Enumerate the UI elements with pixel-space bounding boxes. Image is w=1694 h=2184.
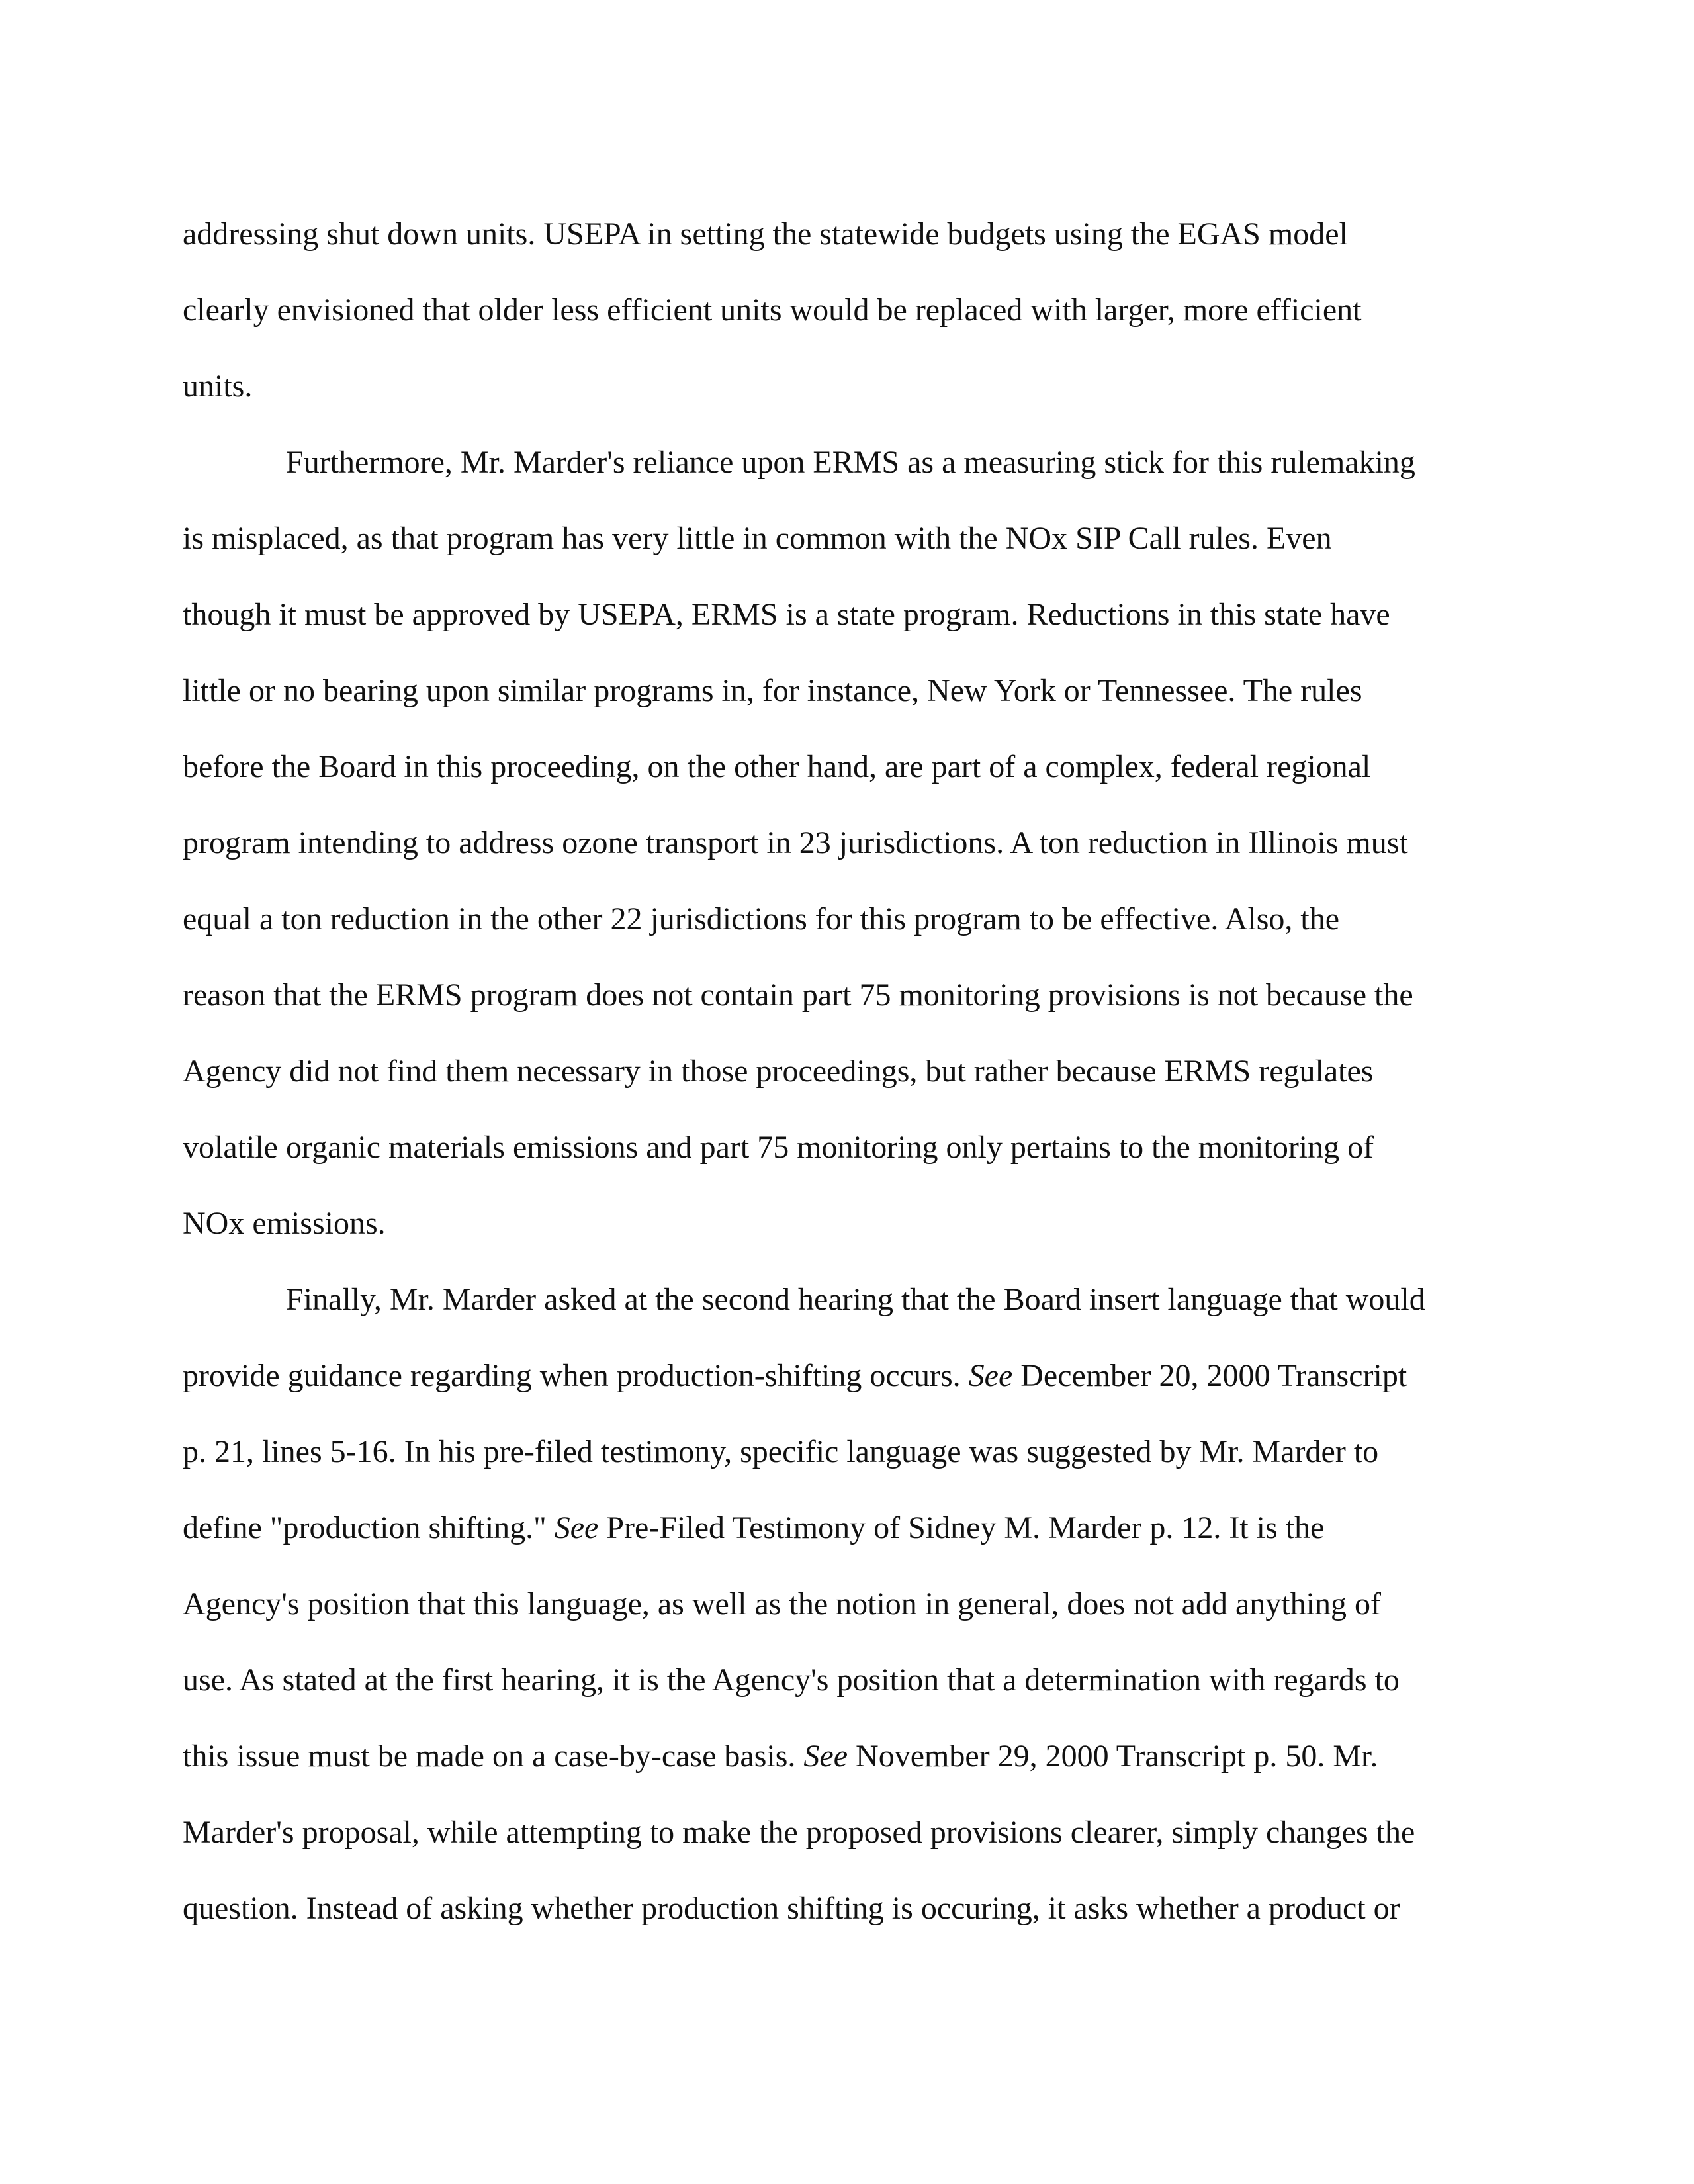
paragraph-erms-reliance — [183, 424, 1506, 1261]
text-line: addressing shut down units. USEPA in setting the statewide budgets using the EGAS model — [183, 216, 1348, 251]
citation-signal: See — [803, 1739, 848, 1774]
text-segment: provide guidance regarding when production-shifting occurs. — [183, 1358, 969, 1393]
text-line: NOx emissions. — [183, 1206, 386, 1241]
text-line: little or no bearing upon similar programs in, for instance, New York or Tennessee. The rules — [183, 673, 1362, 708]
text-line — [183, 1718, 1506, 1794]
text-segment: November 29, 2000 Transcript p. 50. Mr. — [848, 1739, 1378, 1774]
text-line: Agency's position that this language, as well as the notion in general, does not add anything of — [183, 1586, 1381, 1621]
text-line — [183, 1490, 1506, 1566]
text-line — [183, 1338, 1506, 1414]
text-line: use. As stated at the first hearing, it is the Agency's position that a determination with regards to — [183, 1662, 1400, 1698]
text-segment: December 20, 2000 Transcript — [1012, 1358, 1407, 1393]
text-line: Agency did not find them necessary in those proceedings, but rather because ERMS regulates — [183, 1054, 1374, 1089]
document-body — [183, 196, 1506, 1946]
text-line: clearly envisioned that older less efficient units would be replaced with larger, more efficient — [183, 293, 1362, 328]
text-line: p. 21, lines 5-16. In his pre-filed testimony, specific language was suggested by Mr. Marder to — [183, 1434, 1379, 1469]
text-line: units. — [183, 369, 253, 404]
text-segment: this issue must be made on a case-by-case basis. — [183, 1739, 804, 1774]
text-line: program intending to address ozone transport in 23 jurisdictions. A ton reduction in Illinois must — [183, 825, 1408, 860]
text-segment: define "production shifting." — [183, 1510, 555, 1545]
text-line: Marder's proposal, while attempting to make the proposed provisions clearer, simply changes the — [183, 1815, 1415, 1850]
text-line: equal a ton reduction in the other 22 jurisdictions for this program to be effective. Also, the — [183, 901, 1340, 936]
text-line: volatile organic materials emissions and part 75 monitoring only pertains to the monitoring of — [183, 1130, 1374, 1165]
paragraph-shut-down-units — [183, 196, 1506, 424]
citation-signal: See — [968, 1358, 1013, 1393]
text-line: reason that the ERMS program does not contain part 75 monitoring provisions is not because the — [183, 978, 1413, 1013]
text-line: Finally, Mr. Marder asked at the second hearing that the Board insert language that would — [286, 1282, 1425, 1317]
text-segment: Pre-Filed Testimony of Sidney M. Marder p. 12. It is the — [598, 1510, 1325, 1545]
text-line: question. Instead of asking whether production shifting is occuring, it asks whether a product or — [183, 1891, 1400, 1926]
text-line: is misplaced, as that program has very little in common with the NOx SIP Call rules. Even — [183, 521, 1332, 556]
text-line: though it must be approved by USEPA, ERMS is a state program. Reductions in this state have — [183, 597, 1390, 632]
text-line: before the Board in this proceeding, on the other hand, are part of a complex, federal regional — [183, 749, 1371, 784]
citation-signal: See — [554, 1510, 599, 1545]
text-line: Furthermore, Mr. Marder's reliance upon ERMS as a measuring stick for this rulemaking — [286, 445, 1415, 480]
paragraph-production-shifting — [183, 1261, 1506, 1946]
